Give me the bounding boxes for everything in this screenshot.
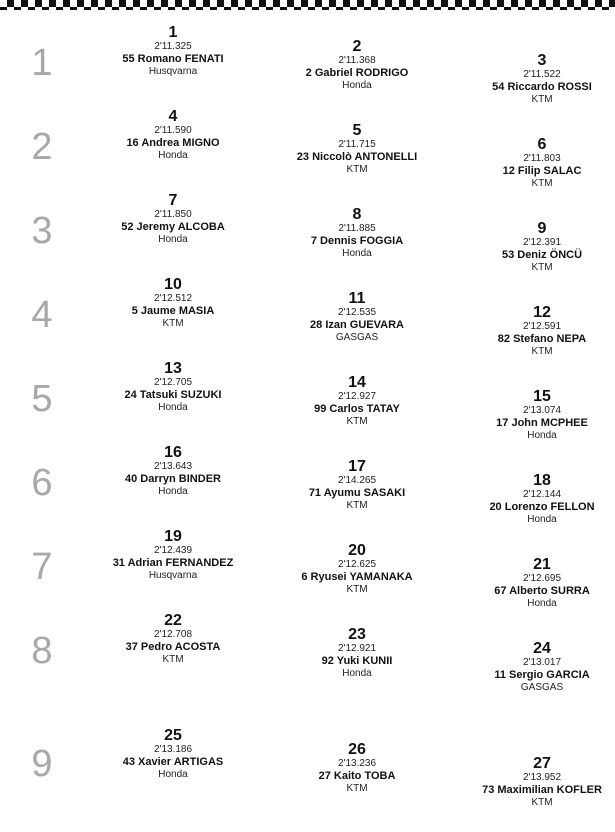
grid-slot: [462, 136, 615, 190]
row-number: 4: [31, 294, 53, 336]
grid-position: 25: [164, 727, 182, 744]
rider-name: 16 Andrea MIGNO: [126, 137, 220, 149]
manufacturer: Husqvarna: [148, 570, 198, 581]
rider-name: 24 Tatsuki SUZUKI: [124, 389, 222, 401]
grid-slot: [277, 38, 437, 92]
rider-name: 17 John MCPHEE: [496, 417, 588, 429]
grid-position: 16: [164, 444, 182, 461]
grid-position: 4: [168, 108, 178, 125]
manufacturer: Husqvarna: [148, 66, 198, 77]
rider-name: 67 Alberto SURRA: [494, 585, 590, 597]
lap-time: 2'12.439: [153, 545, 193, 556]
grid-slot: [462, 388, 615, 442]
rider-name: 53 Deniz ÖNCÜ: [501, 249, 583, 261]
manufacturer: Honda: [158, 486, 188, 497]
checkered-flag-stripe: [0, 0, 615, 10]
grid-position: 12: [533, 304, 551, 321]
manufacturer: Honda: [527, 430, 557, 441]
manufacturer: GASGAS: [520, 682, 564, 693]
lap-time: 2'12.391: [522, 237, 562, 248]
manufacturer: KTM: [531, 178, 553, 189]
rider-name: 37 Pedro ACOSTA: [125, 641, 221, 653]
lap-time: 2'11.590: [154, 125, 192, 136]
grid-slot: [277, 542, 437, 596]
rider-name: 27 Kaito TOBA: [318, 770, 396, 782]
row-number: 7: [31, 546, 53, 588]
row-number: 5: [31, 378, 53, 420]
lap-time: 2'11.368: [338, 55, 376, 66]
rider-name: 99 Carlos TATAY: [314, 403, 400, 415]
lap-time: 2'12.535: [337, 307, 377, 318]
manufacturer: KTM: [346, 416, 368, 427]
manufacturer: Honda: [342, 668, 372, 679]
grid-slot: [93, 360, 253, 414]
manufacturer: KTM: [346, 584, 368, 595]
lap-time: 2'11.850: [154, 209, 192, 220]
grid-position: 10: [164, 276, 182, 293]
grid-slot: [93, 24, 253, 78]
grid-slot: [93, 612, 253, 666]
rider-name: 71 Ayumu SASAKI: [308, 487, 406, 499]
lap-time: 2'11.885: [338, 223, 376, 234]
rider-name: 55 Romano FENATI: [122, 53, 224, 65]
manufacturer: Honda: [158, 402, 188, 413]
rider-name: 40 Darryn BINDER: [125, 473, 221, 485]
manufacturer: KTM: [346, 783, 368, 794]
grid-slot: [462, 640, 615, 694]
grid-position: 14: [348, 374, 366, 391]
manufacturer: Honda: [158, 234, 188, 245]
lap-time: 2'12.625: [337, 559, 377, 570]
grid-slot: [93, 727, 253, 781]
rider-name: 52 Jeremy ALCOBA: [121, 221, 225, 233]
manufacturer: KTM: [346, 500, 368, 511]
lap-time: 2'14.265: [337, 475, 377, 486]
grid-slot: [277, 122, 437, 176]
grid-slot: [462, 52, 615, 106]
lap-time: 2'13.186: [153, 744, 193, 755]
manufacturer: Honda: [342, 248, 372, 259]
grid-position: 15: [533, 388, 551, 405]
grid-position: 21: [533, 556, 551, 573]
lap-time: 2'13.074: [522, 405, 562, 416]
lap-time: 2'12.927: [337, 391, 377, 402]
grid-position: 23: [348, 626, 366, 643]
rider-name: 92 Yuki KUNII: [321, 655, 393, 667]
manufacturer: KTM: [531, 94, 553, 105]
manufacturer: KTM: [531, 262, 553, 273]
manufacturer: Honda: [527, 514, 557, 525]
row-number: 6: [31, 462, 53, 504]
lap-time: 2'11.715: [338, 139, 376, 150]
lap-time: 2'13.952: [522, 772, 562, 783]
rider-name: 31 Adrian FERNANDEZ: [112, 557, 234, 569]
grid-position: 26: [348, 741, 366, 758]
row-number: 2: [31, 126, 53, 168]
rider-name: 2 Gabriel RODRIGO: [305, 67, 409, 79]
manufacturer: Honda: [342, 80, 372, 91]
grid-position: 11: [348, 290, 366, 307]
manufacturer: KTM: [162, 654, 184, 665]
grid-position: 6: [537, 136, 547, 153]
grid-position: 18: [533, 472, 551, 489]
grid-position: 17: [348, 458, 366, 475]
grid-position: 8: [352, 206, 362, 223]
grid-position: 19: [164, 528, 182, 545]
lap-time: 2'11.325: [154, 41, 192, 52]
grid-slot: [93, 444, 253, 498]
grid-slot: [462, 755, 615, 809]
row-number: 1: [31, 42, 53, 84]
rider-name: 6 Ryusei YAMANAKA: [301, 571, 413, 583]
grid-position: 1: [168, 24, 178, 41]
rider-name: 82 Stefano NEPA: [497, 333, 587, 345]
grid-slot: [277, 206, 437, 260]
manufacturer: KTM: [346, 164, 368, 175]
grid-slot: [462, 556, 615, 610]
lap-time: 2'12.591: [522, 321, 562, 332]
grid-slot: [277, 626, 437, 680]
grid-position: 22: [164, 612, 182, 629]
rider-name: 20 Lorenzo FELLON: [489, 501, 595, 513]
manufacturer: KTM: [162, 318, 184, 329]
lap-time: 2'12.921: [337, 643, 377, 654]
grid-slot: [93, 528, 253, 582]
rider-name: 43 Xavier ARTIGAS: [122, 756, 224, 768]
row-number: 9: [31, 743, 53, 785]
grid-slot: [277, 458, 437, 512]
grid-slot: [277, 290, 437, 344]
grid-slot: [462, 472, 615, 526]
lap-time: 2'11.522: [523, 69, 561, 80]
lap-time: 2'12.695: [522, 573, 562, 584]
grid-position: 24: [533, 640, 551, 657]
row-number: 3: [31, 210, 53, 252]
grid-position: 7: [168, 192, 178, 209]
grid-position: 13: [164, 360, 182, 377]
grid-position: 3: [537, 52, 547, 69]
grid-slot: [93, 276, 253, 330]
row-number: 8: [31, 630, 53, 672]
rider-name: 23 Niccolò ANTONELLI: [296, 151, 418, 163]
manufacturer: Honda: [158, 769, 188, 780]
manufacturer: Honda: [527, 598, 557, 609]
manufacturer: Honda: [158, 150, 188, 161]
grid-position: 27: [533, 755, 551, 772]
grid-position: 9: [537, 220, 547, 237]
lap-time: 2'13.236: [337, 758, 377, 769]
grid-slot: [462, 304, 615, 358]
rider-name: 12 Filip SALAC: [502, 165, 582, 177]
grid-position: 5: [352, 122, 362, 139]
grid-position: 20: [348, 542, 366, 559]
manufacturer: KTM: [531, 797, 553, 808]
rider-name: 28 Izan GUEVARA: [310, 319, 404, 331]
lap-time: 2'11.803: [523, 153, 561, 164]
rider-name: 5 Jaume MASIA: [131, 305, 215, 317]
rider-name: 11 Sergio GARCIA: [494, 669, 590, 681]
lap-time: 2'12.512: [153, 293, 193, 304]
rider-name: 7 Dennis FOGGIA: [310, 235, 404, 247]
lap-time: 2'13.643: [153, 461, 193, 472]
manufacturer: KTM: [531, 346, 553, 357]
manufacturer: GASGAS: [335, 332, 379, 343]
grid-slot: [93, 192, 253, 246]
grid-slot: [277, 374, 437, 428]
grid-slot: [462, 220, 615, 274]
grid-slot: [277, 741, 437, 795]
lap-time: 2'12.705: [153, 377, 193, 388]
grid-slot: [93, 108, 253, 162]
lap-time: 2'12.144: [522, 489, 562, 500]
lap-time: 2'12.708: [153, 629, 193, 640]
rider-name: 54 Riccardo ROSSI: [492, 81, 592, 93]
lap-time: 2'13.017: [522, 657, 562, 668]
grid-position: 2: [352, 38, 362, 55]
rider-name: 73 Maximilian KOFLER: [482, 784, 602, 796]
